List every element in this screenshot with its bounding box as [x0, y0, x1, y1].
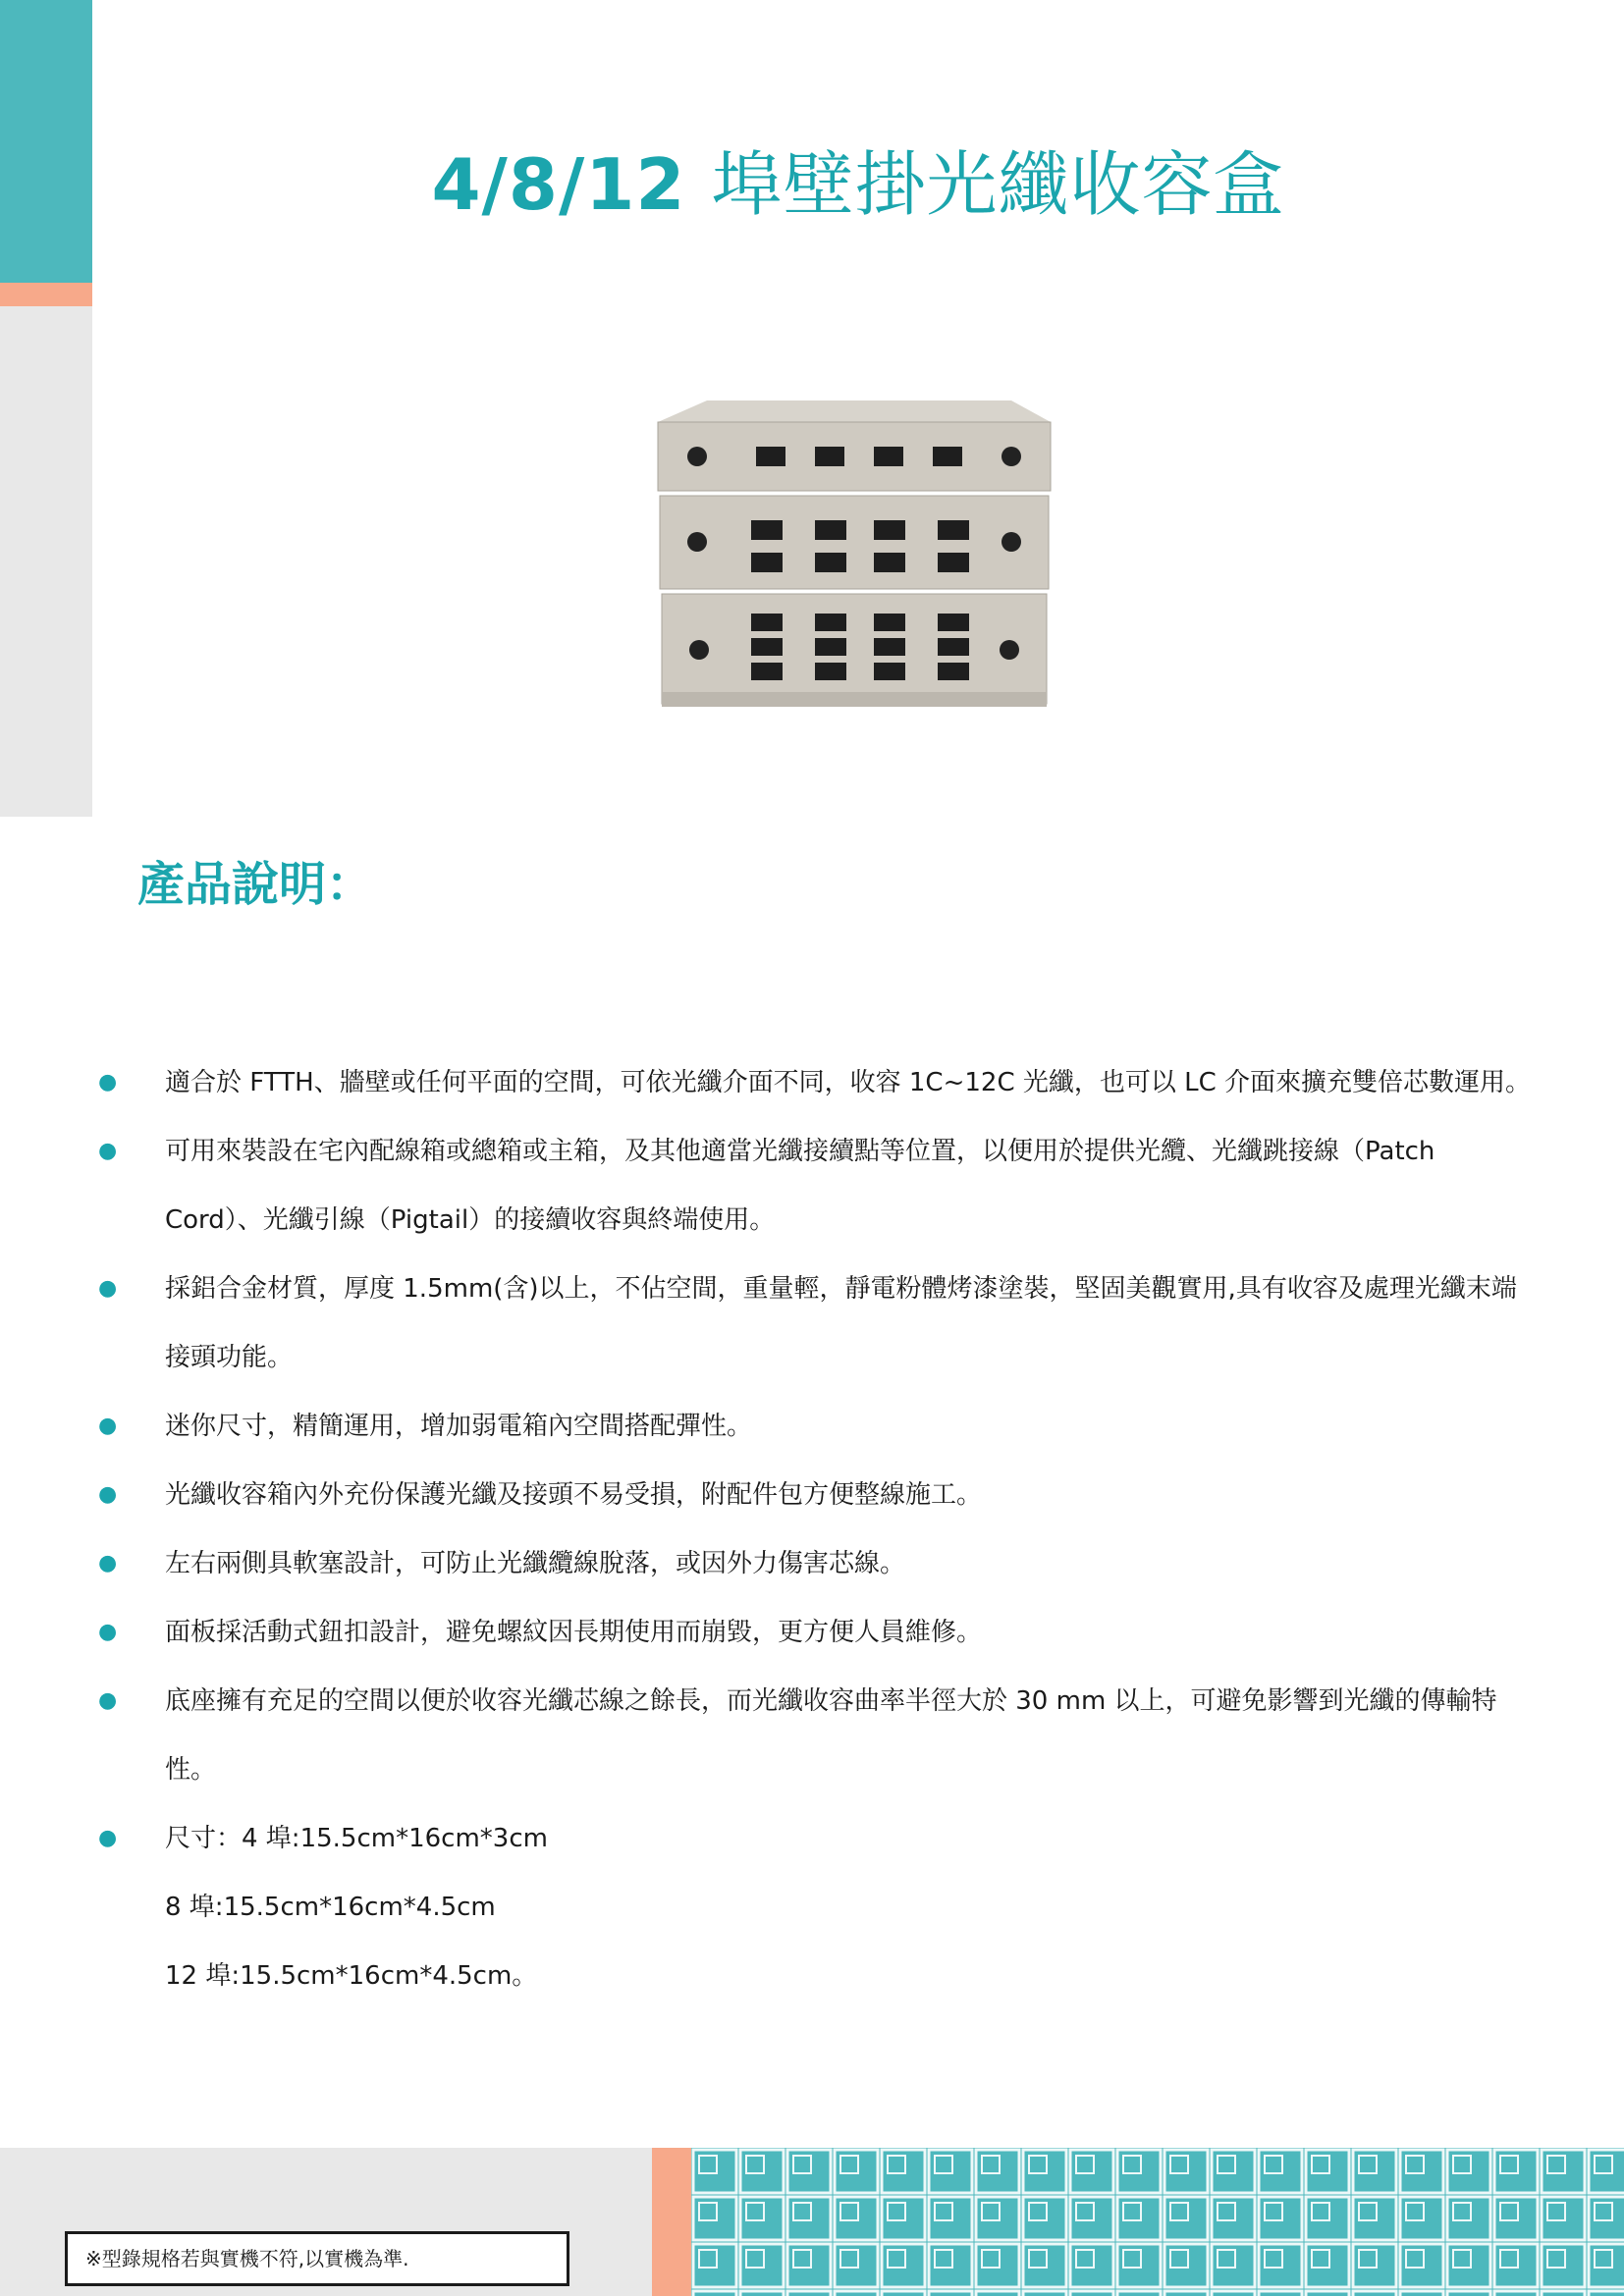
bullet-icon: ● — [98, 1139, 118, 1163]
footer-grid-pattern — [691, 2148, 1624, 2296]
bullet-icon: ● — [98, 1620, 118, 1644]
side-accent-gray — [0, 306, 92, 817]
dimensions-line-2: 8 埠:15.5cm*16cm*4.5cm — [165, 1893, 496, 1922]
list-item-text: 適合於 FTTH、牆壁或任何平面的空間，可依光纖介面不同，收容 1C~12C 光纖，也可以 LC 介面來擴充雙倍芯數運用。 — [165, 1068, 1532, 1097]
list-item — [94, 1255, 1538, 1392]
list-item-text: 面板採活動式鈕扣設計，避免螺紋因長期使用而崩毀，更方便人員維修。 — [165, 1618, 983, 1647]
disclaimer-box: ※型錄規格若與實機不符,以實機為準. — [65, 2231, 569, 2286]
title-suffix: 埠壁掛光纖收容盒 — [711, 143, 1285, 226]
footer-orange-band — [652, 2148, 691, 2296]
list-item — [94, 1598, 1538, 1667]
feature-list — [94, 1048, 1538, 2010]
list-item-text: 底座擁有充足的空間以便於收容光纖芯線之餘長，而光纖收容曲率半徑大於 30 mm 以上，可避免影響到光纖的傳輸特性。 — [165, 1686, 1497, 1785]
title-prefix: 4/8/12 — [431, 143, 686, 226]
list-item-text: 光纖收容箱內外充份保護光纖及接頭不易受損，附配件包方便整線施工。 — [165, 1480, 983, 1510]
list-item — [94, 1461, 1538, 1529]
list-item — [94, 1117, 1538, 1255]
list-item — [94, 1048, 1538, 1117]
section-heading: 產品說明： — [137, 857, 374, 912]
footer-pattern — [691, 2148, 1624, 2296]
side-accent-orange — [0, 283, 92, 306]
dimensions-line-1: 尺寸：4 埠:15.5cm*16cm*3cm — [165, 1824, 548, 1853]
bullet-icon: ● — [98, 1688, 118, 1713]
list-item-text: 左右兩側具軟塞設計，可防止光纖纜線脫落，或因外力傷害芯線。 — [165, 1549, 906, 1578]
list-item — [94, 1667, 1538, 1804]
bullet-icon: ● — [98, 1826, 118, 1850]
list-item — [94, 1392, 1538, 1461]
page-title — [92, 128, 1624, 230]
product-photo — [648, 393, 1060, 717]
list-item-dimensions — [94, 1804, 1538, 2010]
list-item — [94, 1529, 1538, 1598]
bullet-icon: ● — [98, 1276, 118, 1301]
bullet-icon: ● — [98, 1482, 118, 1507]
side-accent-teal — [0, 0, 92, 283]
dimensions-line-3: 12 埠:15.5cm*16cm*4.5cm。 — [165, 1961, 538, 1991]
bullet-icon: ● — [98, 1070, 118, 1095]
bullet-icon: ● — [98, 1414, 118, 1438]
list-item-text: 採鋁合金材質，厚度 1.5mm(含)以上，不佔空間，重量輕，靜電粉體烤漆塗裝，堅固美觀實用,具有收容及處理光纖末端接頭功能。 — [165, 1274, 1517, 1372]
bullet-icon: ● — [98, 1551, 118, 1575]
list-item-text: 可用來裝設在宅內配線箱或總箱或主箱，及其他適當光纖接續點等位置，以便用於提供光纜、光纖跳接線（Patch Cord）、光纖引線（Pigtail）的接續收容與終端使用。 — [165, 1137, 1435, 1235]
list-item-text: 迷你尺寸，精簡運用，增加弱電箱內空間搭配彈性。 — [165, 1412, 753, 1441]
